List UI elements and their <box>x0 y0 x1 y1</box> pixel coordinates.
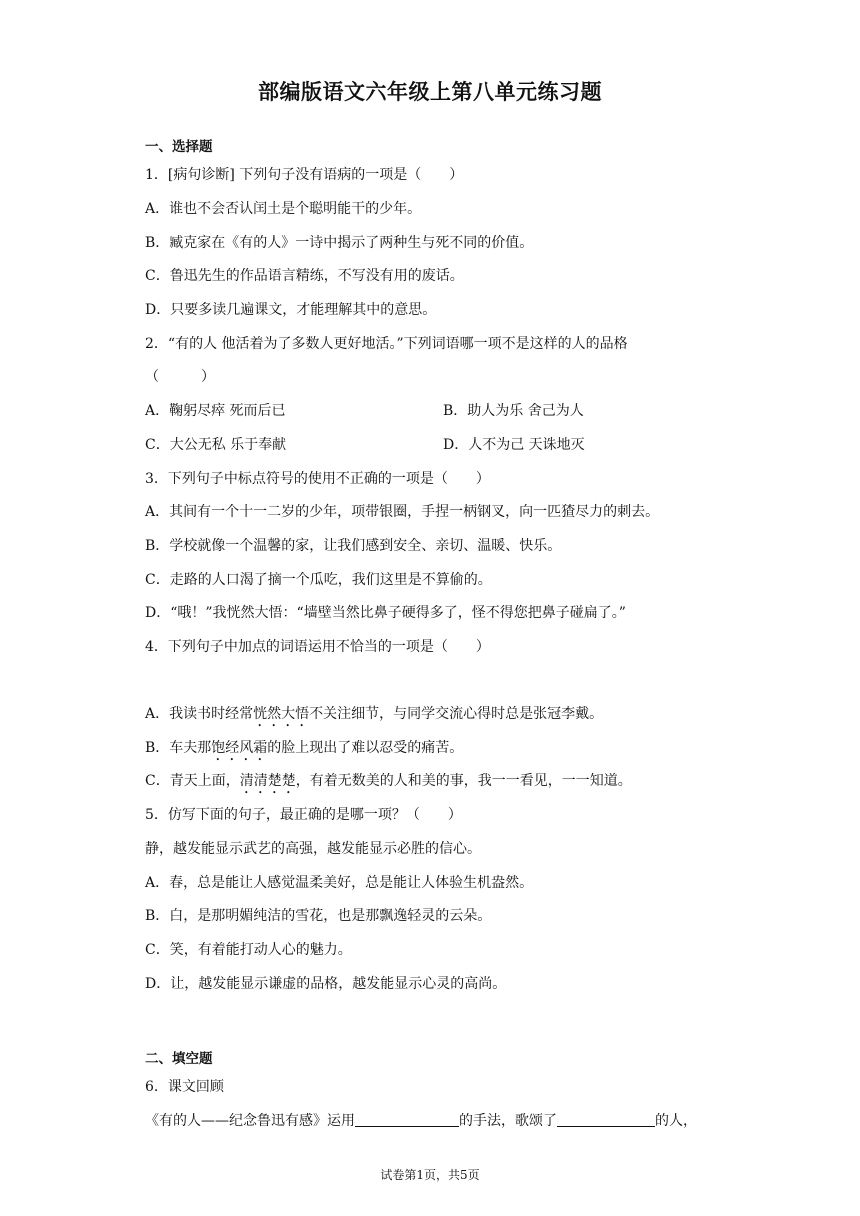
question-1-option-c: C．鲁迅先生的作品语言精练，不写没有用的废话。 <box>145 268 464 284</box>
question-6-text-mid: 的手法，歌颂了 <box>459 1113 557 1129</box>
question-4-stem: 4．下列句子中加点的词语运用不恰当的一项是（ ） <box>145 639 490 655</box>
question-3-option-d: D．“哦！”我恍然大悟：“墙壁当然比鼻子硬得多了，怪不得您把鼻子碰扁了。” <box>145 605 626 621</box>
option-a-dotted-word: 恍然大悟 <box>253 706 310 722</box>
question-4-option-b <box>145 737 463 764</box>
option-a-text-pre: A．我读书时经常 <box>145 706 254 722</box>
page-footer: 试卷第1页，共5页 <box>380 1168 480 1182</box>
question-3-option-c: C．走路的人口渴了摘一个瓜吃，我们这里是不算偷的。 <box>145 572 492 588</box>
option-b-text-pre: B．车夫那 <box>145 740 212 756</box>
option-b-dotted-word: 饱经风霜 <box>211 740 268 756</box>
question-5-example: 静，越发能显示武艺的高强，越发能显示必胜的信心。 <box>145 841 481 857</box>
question-5-option-d: D．让，越发能显示谦虚的品格，越发能显示心灵的高尚。 <box>145 976 507 992</box>
question-2-option-d: D．人不为己 天诛地灭 <box>443 437 585 453</box>
option-c-text-pre: C．青天上面， <box>145 773 240 789</box>
option-c-dotted-word: 清清楚楚 <box>239 773 296 789</box>
section-heading-fill: 二、填空题 <box>145 1051 213 1067</box>
question-5-option-a: A．春，总是能让人感觉温柔美好，总是能让人体验生机盎然。 <box>145 875 534 891</box>
option-b-text-post: 的脸上现出了难以忍受的痛苦。 <box>267 740 464 756</box>
question-1-stem: 1．[病句诊断] 下列句子没有语病的一项是（ ） <box>145 167 464 183</box>
page-title: 部编版语文六年级上第八单元练习题 <box>258 80 602 104</box>
question-2-paren: （ ） <box>145 369 215 385</box>
question-5-stem: 5．仿写下面的句子，最正确的是哪一项？（ ） <box>145 807 462 823</box>
question-6-text-post: 的人， <box>655 1113 697 1129</box>
question-5-option-b: B．白，是那明媚纯洁的雪花，也是那飘逸轻灵的云朵。 <box>145 908 492 924</box>
question-2-stem: 2．“有的人 他活着为了多数人更好地活。”下列词语哪一项不是这样的人的品格 <box>145 336 628 352</box>
answer-blank-1[interactable] <box>355 1111 459 1127</box>
question-4-option-a <box>145 703 603 730</box>
question-3-stem: 3．下列句子中标点符号的使用不正确的一项是（ ） <box>145 471 490 487</box>
question-1-option-b: B．臧克家在《有的人》一诗中揭示了两种生与死不同的价值。 <box>145 235 534 251</box>
question-5-option-c: C．笑，有着能打动人心的魅力。 <box>145 942 352 958</box>
option-c-text-post: ，有着无数美的人和美的事，我一一看见，一一知道。 <box>295 773 632 789</box>
section-heading-choice: 一、选择题 <box>145 139 213 155</box>
question-3-option-a: A．其间有一个十一二岁的少年，项带银圈，手捏一柄钢叉，向一匹猹尽力的刺去。 <box>145 504 660 520</box>
question-6-stem: 6．课文回顾 <box>145 1079 224 1095</box>
question-3-option-b: B．学校就像一个温馨的家，让我们感到安全、亲切、温暖、快乐。 <box>145 538 562 554</box>
question-1-option-a: A．谁也不会否认闰土是个聪明能干的少年。 <box>145 201 422 217</box>
question-1-option-d: D．只要多读几遍课文，才能理解其中的意思。 <box>145 302 437 318</box>
answer-blank-2[interactable] <box>557 1111 655 1127</box>
question-2-option-a: A．鞠躬尽瘁 死而后已 <box>145 403 286 419</box>
question-2-option-b: B．助人为乐 舍己为人 <box>443 403 584 419</box>
option-a-text-post: 不关注细节，与同学交流心得时总是张冠李戴。 <box>309 706 604 722</box>
question-6-text-pre: 《有的人——纪念鲁迅有感》运用 <box>145 1113 355 1129</box>
question-2-option-c: C．大公无私 乐于奉献 <box>145 437 287 453</box>
question-4-option-c <box>145 770 632 797</box>
question-6-line <box>145 1110 697 1130</box>
